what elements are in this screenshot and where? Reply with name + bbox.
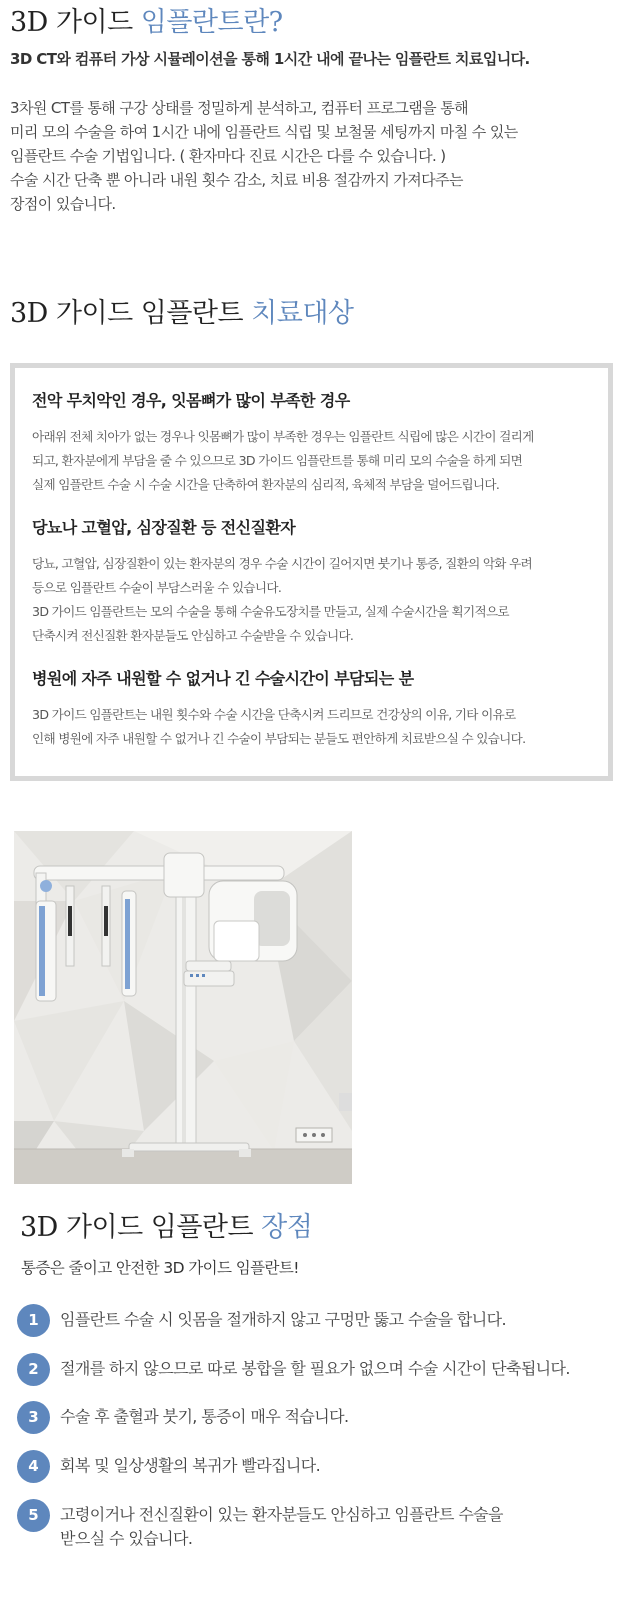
advantages-title (20, 1205, 312, 1244)
target-box (10, 363, 613, 781)
intro-line: 미리 모의 수술을 하여 1시간 내에 임플란트 식립 및 보철물 세팅까지 마칠 수 있는 (10, 123, 518, 141)
advantage-item (17, 1304, 627, 1353)
target-item-line: 등으로 임플란트 수술이 부담스러울 수 있습니다. (32, 580, 282, 595)
advantage-text: 임플란트 수술 시 잇몸을 절개하지 않고 구멍만 뚫고 수술을 합니다. (60, 1310, 506, 1329)
intro-line: 3차원 CT를 통해 구강 상태를 정밀하게 분석하고, 컴퓨터 프로그램을 통해 (10, 99, 468, 117)
intro-title (10, 0, 283, 39)
advantage-text-line: 받으실 수 있습니다. (60, 1528, 193, 1548)
ct-scanner-photo (14, 831, 352, 1184)
target-item-line: 3D 가이드 임플란트는 모의 수술을 통해 수술유도장치를 만들고, 실제 수술시간을 획기적으로 (32, 604, 509, 619)
intro-line: 장점이 있습니다. (10, 195, 116, 213)
target-item (32, 388, 608, 497)
advantage-item (17, 1353, 627, 1402)
advantage-number-badge: 2 (17, 1353, 50, 1386)
target-item-line: 인해 병원에 자주 내원할 수 없거나 긴 수술이 부담되는 분들도 편안하게 치료받으실 수 있습니다. (32, 731, 526, 746)
advantages-subtitle: 통증은 줄이고 안전한 3D 가이드 임플란트! (21, 1259, 299, 1277)
advantage-item (17, 1499, 627, 1548)
target-item (32, 666, 608, 751)
advantage-text: 수술 후 출혈과 붓기, 통증이 매우 적습니다. (60, 1407, 349, 1427)
target-item-line: 당뇨, 고혈압, 심장질환이 있는 환자분의 경우 수술 시간이 길어지면 붓기나 통증, 질환의 악화 우려 (32, 556, 533, 571)
target-title-plain: 3D 가이드 임플란트 (10, 298, 244, 329)
advantage-number-badge: 3 (17, 1401, 50, 1434)
advantage-text: 절개를 하지 않으므로 따로 봉합을 할 필요가 없으며 수술 시간이 단축됩니다. (60, 1358, 570, 1378)
advantage-text-line: 고령이거나 전신질환이 있는 환자분들도 안심하고 임플란트 수술을 (60, 1504, 503, 1524)
target-item-heading: 당뇨나 고혈압, 심장질환 등 전신질환자 (32, 518, 296, 537)
intro-subtitle: 3D CT와 컴퓨터 가상 시뮬레이션을 통해 1시간 내에 끝나는 임플란트 치료입니다. (10, 50, 530, 68)
advantages-title-accent: 장점 (261, 1212, 313, 1243)
target-item-line: 단축시켜 전신질환 환자분들도 안심하고 수술받을 수 있습니다. (32, 628, 354, 643)
target-item-heading: 병원에 자주 내원할 수 없거나 긴 수술시간이 부담되는 분 (32, 669, 414, 688)
advantage-number-badge: 4 (17, 1450, 50, 1483)
target-item-line: 실제 임플란트 수술 시 수술 시간을 단축하여 환자분의 심리적, 육체적 부담을 덜어드립니다. (32, 477, 500, 492)
advantage-number-badge: 5 (17, 1499, 50, 1532)
target-title-accent: 치료대상 (251, 298, 354, 329)
intro-title-plain: 3D 가이드 (10, 7, 133, 38)
intro-line: 수술 시간 단축 뿐 아니라 내원 횟수 감소, 치료 비용 절감까지 가져다주는 (10, 171, 463, 189)
advantage-text (60, 1503, 503, 1551)
advantage-text: 회복 및 일상생활의 복귀가 빨라집니다. (60, 1456, 321, 1476)
intro-paragraph (10, 96, 620, 216)
target-item-line: 3D 가이드 임플란트는 내원 횟수와 수술 시간을 단축시켜 드리므로 건강상의 이유, 기타 이유로 (32, 707, 516, 722)
ct-scanner-illustration (14, 831, 352, 1184)
target-item-line: 아래위 전체 치아가 없는 경우나 잇몸뼈가 많이 부족한 경우는 임플란트 식립에 많은 시간이 걸리게 (32, 429, 534, 444)
advantages-list (17, 1304, 627, 1547)
advantage-item (17, 1450, 627, 1499)
target-item-heading: 전악 무치악인 경우, 잇몸뼈가 많이 부족한 경우 (32, 391, 350, 410)
target-item (32, 515, 608, 648)
advantage-item (17, 1401, 627, 1450)
intro-title-accent: 임플란트란? (140, 7, 283, 38)
intro-line: 임플란트 수술 기법입니다. ( 환자마다 진료 시간은 다를 수 있습니다. ) (10, 147, 446, 165)
advantages-title-plain: 3D 가이드 임플란트 (20, 1212, 254, 1243)
advantage-number-badge: 1 (17, 1304, 50, 1337)
target-title (10, 291, 354, 330)
target-item-line: 되고, 환자분에게 부담을 줄 수 있으므로 3D 가이드 임플란트를 통해 미리 모의 수술을 하게 되면 (32, 453, 523, 468)
